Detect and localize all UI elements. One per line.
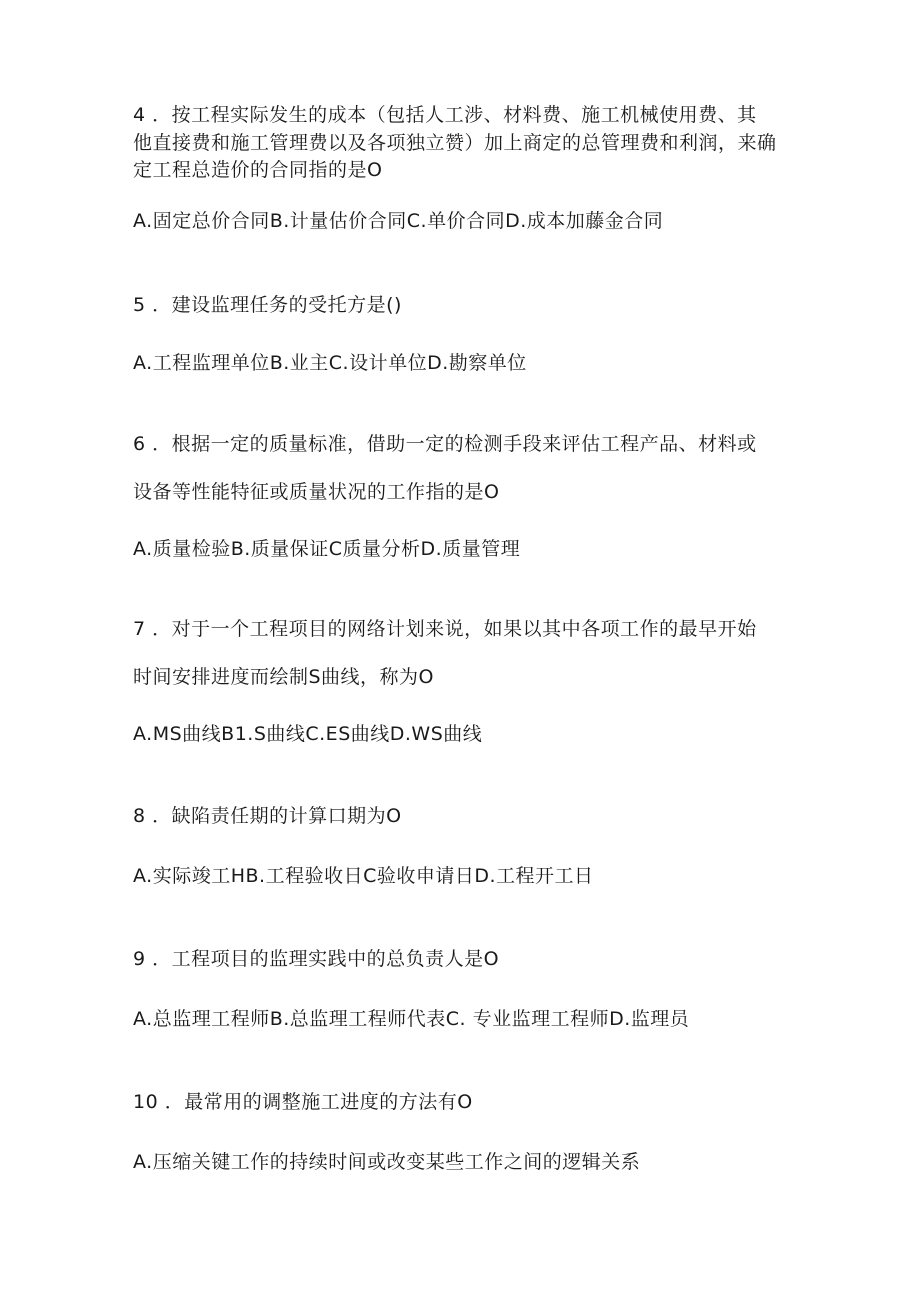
question-10-line-1: 10 ．最常用的调整施工进度的方法有O [133, 1091, 473, 1113]
question-8-options: A.实际竣工HB.工程验收日C验收申请日D.工程开工日 [133, 865, 594, 887]
question-5-options: A.工程监理单位B.业主C.设计单位D.勘察单位 [133, 352, 527, 374]
question-7-options: A.MS曲线B1.S曲线C.ES曲线D.WS曲线 [133, 723, 483, 745]
question-5-line-1: 5 ．建设监理任务的受托方是() [133, 294, 402, 316]
question-7-line-1: 7 ．对于一个工程项目的网络计划来说，如果以其中各项工作的最早开始 [133, 618, 757, 640]
question-9-options: A.总监理工程师B.总监理工程师代表C. 专业监理工程师D.监理员 [133, 1008, 690, 1030]
question-4-line-3: 定工程总造价的合同指的是O [133, 159, 383, 181]
question-4-line-1: 4 ．按工程实际发生的成本（包括人工涉、材料费、施工机械使用费、其 [133, 104, 757, 126]
question-7-line-2: 时间安排进度而绘制S曲线，称为O [133, 666, 435, 688]
question-8-line-1: 8 ．缺陷责任期的计算口期为O [133, 805, 402, 827]
question-10-options: A.压缩关键工作的持续时间或改变某些工作之间的逻辑关系 [133, 1151, 641, 1173]
question-6-options: A.质量检验B.质量保证C质量分析D.质量管理 [133, 538, 521, 560]
question-6-line-1: 6 ．根据一定的质量标准，借助一定的检测手段来评估工程产品、材料或 [133, 433, 757, 455]
question-9-line-1: 9 ．工程项目的监理实践中的总负责人是O [133, 948, 500, 970]
question-6-line-2: 设备等性能特征或质量状况的工作指的是O [133, 481, 500, 503]
question-4-options: A.固定总价合同B.计量估价合同C.单价合同D.成本加藤金合同 [133, 210, 664, 232]
question-4-line-2: 他直接费和施工管理费以及各项独立赞）加上商定的总管理费和利润，来确 [133, 132, 777, 154]
